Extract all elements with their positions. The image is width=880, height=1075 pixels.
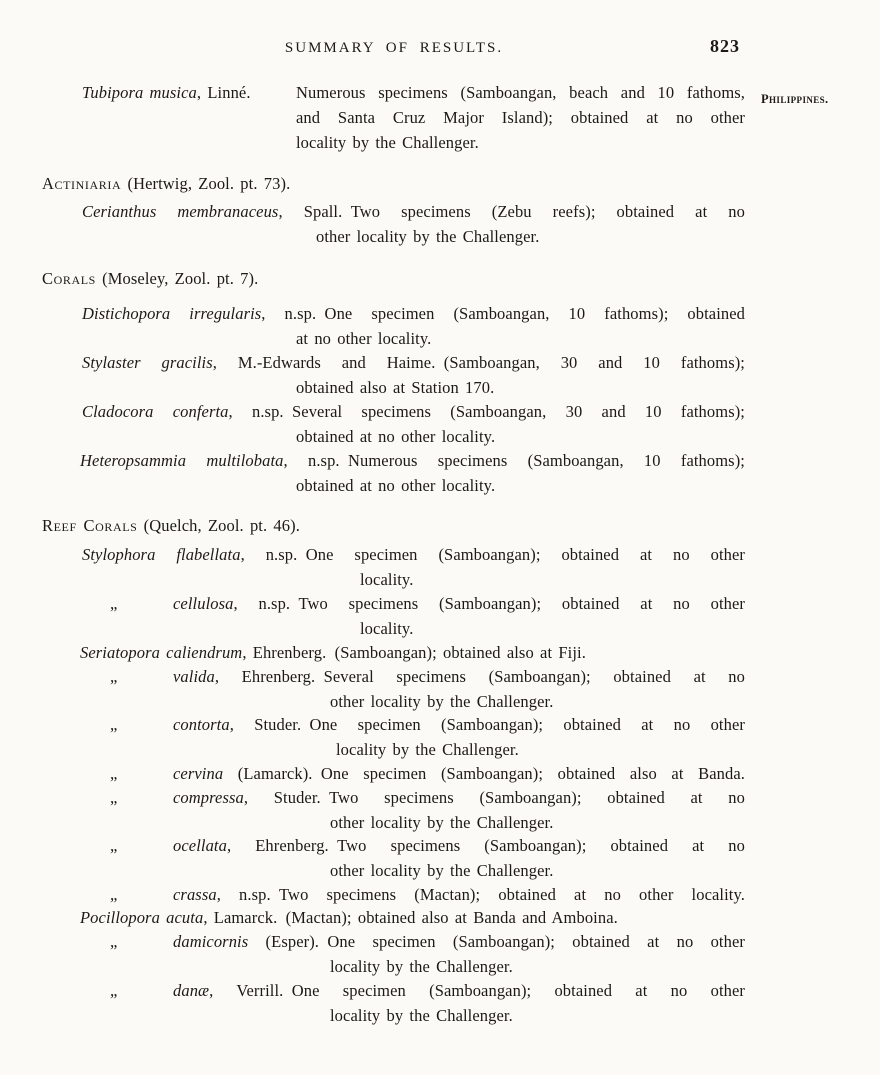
ditto-mark <box>110 932 117 953</box>
entry-text <box>330 1006 513 1027</box>
text-segment: , n.sp. One specimen (Samboangan); obtained at no other <box>240 545 745 564</box>
species-name-block <box>82 83 251 104</box>
ditto-mark <box>110 764 117 785</box>
species-name: ocellata <box>173 836 227 855</box>
text-segment: other locality by the Challenger. <box>330 861 554 880</box>
text-segment: locality by the Challenger. <box>336 740 519 759</box>
species-entry <box>82 545 745 566</box>
entry-text <box>316 227 539 248</box>
text-segment: (Esper). One specimen (Samboangan); obtained at no other <box>248 932 745 951</box>
section-heading <box>42 174 290 195</box>
text-segment: locality by the Challenger. <box>330 957 513 976</box>
species-name: cervina <box>173 764 224 783</box>
text-segment: (Quelch, Zool. pt. 46). <box>137 516 300 535</box>
text-segment: „ <box>110 594 118 613</box>
text-segment: „ <box>110 715 118 734</box>
text-segment: (Lamarck). One specimen (Samboangan); obtained also at Banda. <box>223 764 745 783</box>
text-segment: (Moseley, Zool. pt. 7). <box>95 269 259 288</box>
text-segment: , n.sp. One specimen (Samboangan, 10 fathoms); obtained <box>261 304 745 323</box>
entry-text <box>336 740 519 761</box>
text-segment: other locality by the Challenger. <box>330 692 554 711</box>
species-name: Distichopora irregularis <box>82 304 262 323</box>
text-segment: , Studer. Two specimens (Samboangan); obtained at no <box>243 788 745 807</box>
text-segment: „ <box>110 764 118 783</box>
page-number: 823 <box>710 36 740 56</box>
text-segment: other locality by the Challenger. <box>316 227 540 246</box>
ditto-mark <box>110 667 117 688</box>
text-segment: , Spall. Two specimens (Zebu reefs); obtained at no <box>278 202 745 221</box>
text-segment: and Santa Cruz Major Island); obtained at no other <box>296 108 745 127</box>
text-segment: locality by the Challenger. <box>296 133 479 152</box>
species-name: Stylaster gracilis <box>82 353 213 372</box>
species-entry <box>173 932 745 953</box>
text-segment: Numerous specimens (Samboangan, beach and 10 fathoms, <box>296 83 745 102</box>
ditto-mark <box>110 981 117 1002</box>
text-segment: (Hertwig, Zool. pt. 73). <box>121 174 291 193</box>
species-entry <box>173 981 745 1002</box>
entry-text <box>296 83 745 104</box>
margin-note-philippines: Philippines. <box>761 92 829 106</box>
entry-text <box>296 476 495 497</box>
text-segment: , n.sp. Two specimens (Mactan); obtained at no other locality. <box>216 885 745 904</box>
text-segment: other locality by the Challenger. <box>330 813 554 832</box>
section-heading <box>42 269 258 290</box>
entry-text <box>296 378 494 399</box>
text-segment: locality by the Challenger. <box>330 1006 513 1025</box>
species-name: crassa <box>173 885 217 904</box>
species-entry <box>173 594 745 615</box>
text-segment: , n.sp. Several specimens (Samboangan, 30 and 10 fathoms); <box>228 402 745 421</box>
text-segment: , Ehrenberg. (Samboangan); obtained also at Fiji. <box>242 643 586 662</box>
text-segment: , Studer. One specimen (Samboangan); obtained at no other <box>229 715 745 734</box>
text-segment: at no other locality. <box>296 329 432 348</box>
species-entry <box>82 402 745 423</box>
text-segment: „ <box>110 932 118 951</box>
text-segment: obtained also at Station 170. <box>296 378 495 397</box>
text-segment: „ <box>110 667 118 686</box>
species-entry <box>173 836 745 857</box>
species-name: danæ <box>173 981 210 1000</box>
entry-text <box>296 427 495 448</box>
text-segment: , Linné. <box>196 83 251 102</box>
species-name: Tubipora musica <box>82 83 197 102</box>
entry-text <box>330 957 513 978</box>
text-segment: „ <box>110 885 118 904</box>
ditto-mark <box>110 885 117 906</box>
text-segment: obtained at no other locality. <box>296 476 496 495</box>
text-segment: „ <box>110 788 118 807</box>
running-header-title: SUMMARY OF RESULTS. <box>284 40 504 56</box>
species-entry <box>80 451 745 472</box>
species-name: Seriatopora caliendrum <box>80 643 243 662</box>
species-entry <box>80 643 586 664</box>
species-entry <box>173 885 745 906</box>
species-name: damicornis <box>173 932 249 951</box>
entry-text <box>360 619 413 640</box>
entry-text <box>360 570 413 591</box>
section-heading <box>42 516 300 537</box>
species-entry <box>173 715 745 736</box>
entry-text <box>296 108 745 129</box>
text-segment: obtained at no other locality. <box>296 427 496 446</box>
species-name: contorta <box>173 715 230 734</box>
section-title: Corals <box>42 269 96 288</box>
section-title: Actiniaria <box>42 174 122 193</box>
species-entry <box>173 764 745 785</box>
entry-text <box>330 692 553 713</box>
text-segment: , Lamarck. (Mactan); obtained also at Banda and Amboina. <box>203 908 618 927</box>
species-name: Stylophora flabellata <box>82 545 241 564</box>
text-segment: „ <box>110 836 118 855</box>
ditto-mark <box>110 788 117 809</box>
text-segment: , n.sp. Numerous specimens (Samboangan, 10 fathoms); <box>283 451 745 470</box>
species-entry <box>173 788 745 809</box>
ditto-mark <box>110 836 117 857</box>
species-entry <box>80 908 618 929</box>
text-segment: , Ehrenberg. Two specimens (Samboangan); obtained at no <box>226 836 745 855</box>
text-segment: , Verrill. One specimen (Samboangan); obtained at no other <box>209 981 745 1000</box>
section-title: Reef Corals <box>42 516 138 535</box>
species-entry <box>173 667 745 688</box>
species-name: Heteropsammia multilobata <box>80 451 284 470</box>
ditto-mark <box>110 594 117 615</box>
ditto-mark <box>110 715 117 736</box>
text-segment: locality. <box>360 619 414 638</box>
text-segment: locality. <box>360 570 414 589</box>
text-segment: , M.-Edwards and Haime. (Samboangan, 30 and 10 fathoms); <box>212 353 745 372</box>
species-entry <box>82 304 745 325</box>
species-name: Cerianthus membranaceus <box>82 202 279 221</box>
text-segment: „ <box>110 981 118 1000</box>
entry-text <box>296 133 479 154</box>
entry-text <box>296 329 431 350</box>
entry-text <box>330 861 553 882</box>
species-name: Pocillopora acuta <box>80 908 204 927</box>
species-name: valida <box>173 667 215 686</box>
species-name: Cladocora conferta <box>82 402 229 421</box>
species-name: cellulosa <box>173 594 234 613</box>
text-segment: , Ehrenberg. Several specimens (Samboangan); obtained at no <box>214 667 745 686</box>
species-name: compressa <box>173 788 244 807</box>
entry-text <box>330 813 553 834</box>
text-segment: , n.sp. Two specimens (Samboangan); obtained at no other <box>233 594 745 613</box>
species-entry <box>82 202 745 223</box>
species-entry <box>82 353 745 374</box>
